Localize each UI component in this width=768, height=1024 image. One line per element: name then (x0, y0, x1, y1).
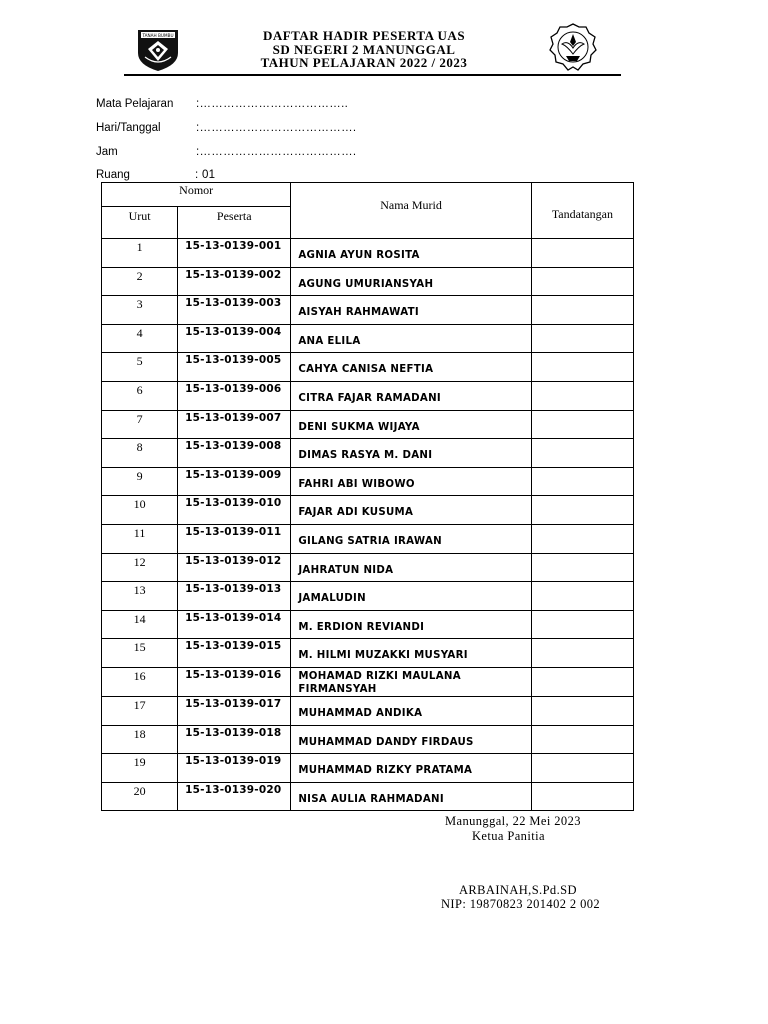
row-peserta-number: 15-13-0139-018 (178, 725, 291, 754)
row-student-name: FAJAR ADI KUSUMA (291, 496, 531, 525)
row-student-name: M. HILMI MUZAKKI MUSYARI (291, 639, 531, 668)
row-peserta-number: 15-13-0139-011 (178, 524, 291, 553)
table-row (102, 754, 634, 783)
row-urut: 17 (102, 696, 178, 725)
row-signature-cell[interactable] (531, 610, 633, 639)
row-peserta-number: 15-13-0139-016 (178, 667, 291, 696)
row-student-name: ANA ELILA (291, 324, 531, 353)
row-urut: 10 (102, 496, 178, 525)
row-urut: 18 (102, 725, 178, 754)
row-peserta-number: 15-13-0139-004 (178, 324, 291, 353)
hari-tanggal-value: :…………………………………. (196, 122, 357, 134)
row-urut: 15 (102, 639, 178, 668)
title-line-1: DAFTAR HADIR PESERTA UAS (262, 28, 466, 43)
table-row (102, 467, 634, 496)
row-urut: 19 (102, 754, 178, 783)
row-signature-cell[interactable] (531, 667, 633, 696)
svg-text:TANAH BUMBU: TANAH BUMBU (142, 33, 174, 38)
row-peserta-number: 15-13-0139-009 (178, 467, 291, 496)
row-urut: 8 (102, 439, 178, 468)
row-student-name: AGNIA AYUN ROSITA (291, 239, 531, 268)
row-student-name: MOHAMAD RIZKI MAULANA FIRMANSYAH (291, 667, 531, 696)
table-row (102, 782, 634, 811)
row-peserta-number: 15-13-0139-013 (178, 582, 291, 611)
row-peserta-number: 15-13-0139-005 (178, 353, 291, 382)
row-urut: 14 (102, 610, 178, 639)
row-student-name: CAHYA CANISA NEFTIA (291, 353, 531, 382)
row-signature-cell[interactable] (531, 524, 633, 553)
row-student-name: FAHRI ABI WIBOWO (291, 467, 531, 496)
row-signature-cell[interactable] (531, 381, 633, 410)
row-student-name: AISYAH RAHMAWATI (291, 296, 531, 325)
tut-wuri-handayani-logo (548, 22, 598, 74)
row-signature-cell[interactable] (531, 239, 633, 268)
mata-pelajaran-value: :……………………………….. (196, 98, 349, 110)
row-signature-cell[interactable] (531, 553, 633, 582)
nomor-header: Nomor (102, 183, 291, 207)
table-row (102, 696, 634, 725)
row-urut: 6 (102, 381, 178, 410)
row-signature-cell[interactable] (531, 353, 633, 382)
attendance-table (101, 182, 634, 811)
row-urut: 20 (102, 782, 178, 811)
row-student-name: AGUNG UMURIANSYAH (291, 267, 531, 296)
row-signature-cell[interactable] (531, 324, 633, 353)
place-date: Manunggal, 22 Mei 2023 (445, 814, 581, 828)
row-signature-cell[interactable] (531, 696, 633, 725)
table-row (102, 239, 634, 268)
row-peserta-number: 15-13-0139-006 (178, 381, 291, 410)
row-urut: 1 (102, 239, 178, 268)
row-peserta-number: 15-13-0139-019 (178, 754, 291, 783)
row-student-name: NISA AULIA RAHMADANI (291, 782, 531, 811)
title-line-3: TAHUN PELAJARAN 2022 / 2023 (260, 55, 468, 70)
row-urut: 3 (102, 296, 178, 325)
row-signature-cell[interactable] (531, 267, 633, 296)
signer-name: ARBAINAH,S.Pd.SD (459, 883, 577, 897)
row-peserta-number: 15-13-0139-008 (178, 439, 291, 468)
row-peserta-number: 15-13-0139-014 (178, 610, 291, 639)
jam-value: :…………………………………. (196, 146, 357, 158)
row-student-name: M. ERDION REVIANDI (291, 610, 531, 639)
ruang-value: : 01 (195, 169, 216, 181)
signer-nip: NIP: 19870823 201402 2 002 (441, 897, 601, 911)
row-urut: 16 (102, 667, 178, 696)
row-student-name: JAMALUDIN (291, 582, 531, 611)
table-row (102, 267, 634, 296)
row-signature-cell[interactable] (531, 496, 633, 525)
row-student-name: DENI SUKMA WIJAYA (291, 410, 531, 439)
mata-pelajaran-label: Mata Pelajaran (96, 98, 174, 110)
table-row (102, 296, 634, 325)
row-signature-cell[interactable] (531, 582, 633, 611)
signer-role: Ketua Panitia (472, 829, 545, 843)
table-row (102, 639, 634, 668)
jam-label: Jam (96, 146, 118, 158)
table-row (102, 610, 634, 639)
row-student-name: DIMAS RASYA M. DANI (291, 439, 531, 468)
row-urut: 2 (102, 267, 178, 296)
table-row (102, 410, 634, 439)
row-urut: 9 (102, 467, 178, 496)
row-peserta-number: 15-13-0139-020 (178, 782, 291, 811)
row-urut: 4 (102, 324, 178, 353)
row-signature-cell[interactable] (531, 439, 633, 468)
row-urut: 5 (102, 353, 178, 382)
row-signature-cell[interactable] (531, 296, 633, 325)
table-row (102, 381, 634, 410)
row-peserta-number: 15-13-0139-007 (178, 410, 291, 439)
table-row (102, 496, 634, 525)
table-row (102, 553, 634, 582)
row-urut: 11 (102, 524, 178, 553)
row-urut: 7 (102, 410, 178, 439)
row-signature-cell[interactable] (531, 467, 633, 496)
tandatangan-header: Tandatangan (531, 183, 633, 239)
regency-emblem-logo (135, 27, 181, 73)
student-rows (102, 239, 634, 811)
table-row (102, 324, 634, 353)
row-signature-cell[interactable] (531, 782, 633, 811)
row-urut: 12 (102, 553, 178, 582)
row-signature-cell[interactable] (531, 639, 633, 668)
header-divider (124, 74, 621, 76)
row-signature-cell[interactable] (531, 410, 633, 439)
row-peserta-number: 15-13-0139-015 (178, 639, 291, 668)
row-peserta-number: 15-13-0139-001 (178, 239, 291, 268)
row-peserta-number: 15-13-0139-010 (178, 496, 291, 525)
row-student-name: MUHAMMAD DANDY FIRDAUS (291, 725, 531, 754)
row-signature-cell[interactable] (531, 725, 633, 754)
table-row (102, 725, 634, 754)
hari-tanggal-label: Hari/Tanggal (96, 122, 161, 134)
row-peserta-number: 15-13-0139-003 (178, 296, 291, 325)
row-signature-cell[interactable] (531, 754, 633, 783)
table-row (102, 439, 634, 468)
row-student-name: GILANG SATRIA IRAWAN (291, 524, 531, 553)
table-row (102, 582, 634, 611)
row-urut: 13 (102, 582, 178, 611)
ruang-label: Ruang (96, 169, 130, 181)
row-student-name: JAHRATUN NIDA (291, 553, 531, 582)
table-row (102, 524, 634, 553)
row-student-name: MUHAMMAD RIZKY PRATAMA (291, 754, 531, 783)
row-peserta-number: 15-13-0139-002 (178, 267, 291, 296)
row-peserta-number: 15-13-0139-012 (178, 553, 291, 582)
table-row (102, 353, 634, 382)
row-student-name: MUHAMMAD ANDIKA (291, 696, 531, 725)
nama-murid-header: Nama Murid (291, 183, 531, 239)
row-peserta-number: 15-13-0139-017 (178, 696, 291, 725)
title-line-2: SD NEGERI 2 MANUNGGAL (272, 42, 456, 57)
row-student-name: CITRA FAJAR RAMADANI (291, 381, 531, 410)
peserta-header: Peserta (178, 207, 291, 239)
urut-header: Urut (102, 207, 178, 239)
table-row (102, 667, 634, 696)
